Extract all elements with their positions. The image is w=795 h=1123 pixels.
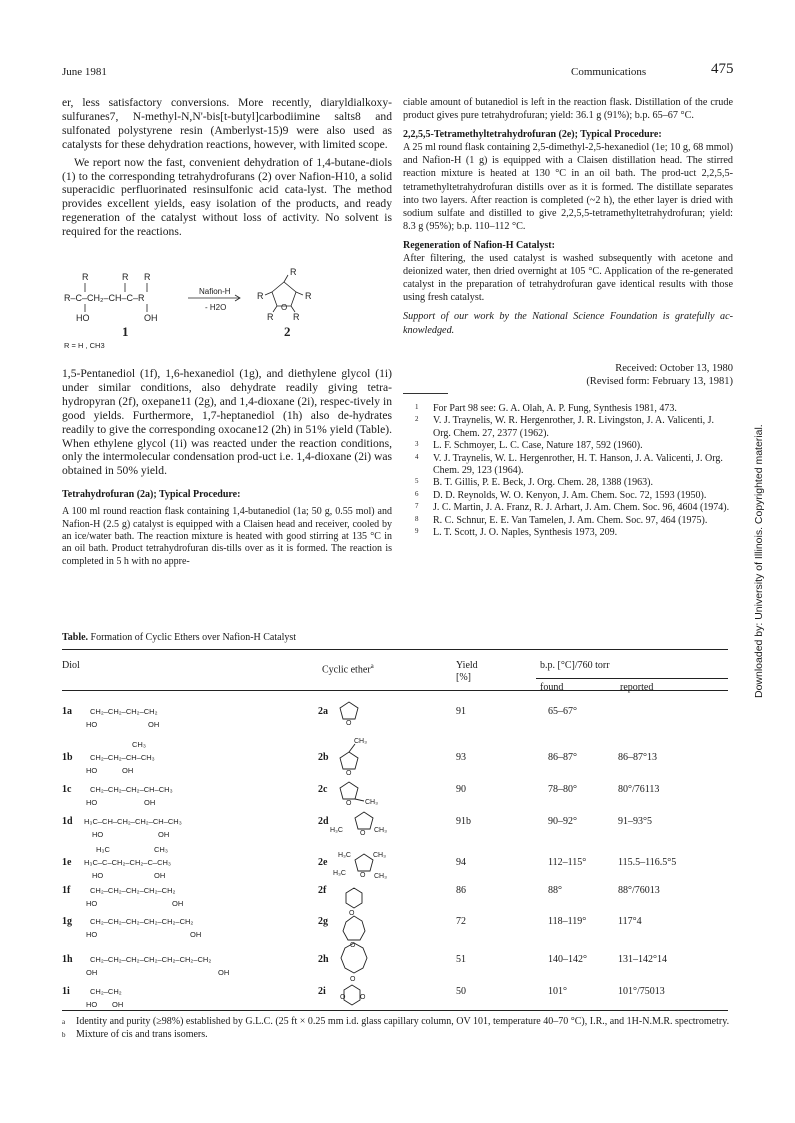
svg-text:CH₃: CH₃	[354, 738, 367, 745]
reference-item	[403, 403, 733, 415]
svg-text:HO: HO	[92, 871, 104, 880]
row-diol-id: 1b	[62, 752, 73, 763]
reference-item	[403, 453, 733, 478]
left-paragraph-1: er, less satisfactory conversions. More recently, diaryldialkoxy-sulfuranes7, N-methyl-N,N'-bis[t-butyl]carbodiimine salts8 and sulfonated polystyrene resin (Amberlyst-15)9 were also used as catalysts for these dehydration reactions, however, with limited scope.	[62, 96, 392, 151]
reference-text: D. D. Reynolds, W. O. Kenyon, J. Am. Chem. Soc. 72, 1593 (1950).	[433, 489, 707, 501]
running-date: June 1981	[62, 66, 107, 78]
row-bp-found: 112–115°	[548, 857, 587, 868]
scheme-condition: - H2O	[205, 303, 227, 312]
scheme-rdef: R = H , CH3	[64, 341, 105, 350]
left-paragraph-2: We report now the fast, convenient dehydration of 1,4-butane-diols (1) to the corresponding tetrahydrofurans (2) over Nafion-H10, a solid superacidic perfluorinated resinsulfonic acid cata-lyst. The method provides excellent yields, easy isolation of the products, and ready regeneration of the catalyst without loss of activity. No solvent is required for the reactions.	[62, 155, 392, 239]
svg-text:HO: HO	[86, 1000, 98, 1009]
received-dates	[403, 362, 733, 388]
refs-divider	[403, 393, 448, 394]
svg-text:OH: OH	[158, 830, 170, 839]
row-bp-reported: 115.5–116.5°5	[618, 857, 677, 868]
row-bp-found: 86–87°	[548, 752, 577, 763]
reference-number: 2	[415, 415, 419, 424]
reference-item	[403, 502, 733, 514]
svg-text:HO: HO	[86, 766, 98, 775]
row-bp-found: 118–119°	[548, 916, 587, 927]
svg-text:OH: OH	[172, 899, 184, 908]
svg-text:O: O	[281, 303, 288, 312]
svg-text:O: O	[350, 976, 356, 983]
row-bp-reported: 88°/76013	[618, 885, 660, 896]
running-section: Communications	[571, 66, 647, 78]
svg-text:OH: OH	[190, 930, 202, 939]
svg-text:HO: HO	[86, 798, 98, 807]
reference-item	[403, 440, 733, 452]
svg-text:HO: HO	[76, 313, 90, 323]
references-list	[403, 403, 733, 539]
row-bp-found: 101°	[548, 986, 567, 997]
col-header-found: found	[540, 682, 564, 693]
row-yield: 51	[456, 954, 466, 965]
svg-text:H₃C–CH–CH₂–CH₂–CH–CH₃: H₃C–CH–CH₂–CH₂–CH–CH₃	[84, 817, 182, 826]
svg-text:CH₃: CH₃	[365, 799, 378, 806]
svg-text:CH₃: CH₃	[132, 740, 146, 749]
procedure-heading-2e: 2,2,5,5-Tetramethyltetrahydrofuran (2e); Typical Procedure:	[403, 129, 662, 141]
row-diol-id: 1d	[62, 816, 73, 827]
reference-text: J. C. Martin, J. A. Franz, R. J. Arhart, J. Am. Chem. Soc. 96, 4604 (1974).	[433, 502, 730, 514]
right-column	[403, 96, 733, 337]
svg-text:O: O	[350, 942, 356, 949]
svg-text:CH₂–CH₂–CH₂–CH₂–CH₂: CH₂–CH₂–CH₂–CH₂–CH₂	[90, 886, 176, 895]
row-bp-found: 90–92°	[548, 816, 577, 827]
svg-text:OH: OH	[144, 313, 158, 323]
download-watermark: Downloaded by: University of Illinois. Copyrighted material.	[753, 424, 765, 698]
left-column	[62, 96, 392, 239]
reference-item	[403, 477, 733, 489]
col-header-diol: Diol	[62, 660, 80, 671]
row-bp-found: 65–67°	[548, 706, 577, 717]
svg-text:OH: OH	[154, 871, 166, 880]
svg-text:OH: OH	[148, 720, 160, 729]
reference-text: V. J. Traynelis, W. R. Hergenrother, J. R. Livingston, J. A. Valicenti, J. Org. Chem. 27, 2377 (1962).	[433, 415, 715, 439]
svg-text:R: R	[293, 312, 300, 322]
svg-text:R: R	[305, 291, 312, 301]
row-yield: 91b	[456, 816, 471, 827]
left-column-2	[62, 367, 392, 568]
svg-text:CH₃: CH₃	[154, 845, 168, 854]
right-paragraph-1: ciable amount of butanediol is left in the reaction flask. Distillation of the crude product gives pure tetrahydrofuran; yield: 36.1 g (91%); b.p. 65–67 °C.	[403, 97, 733, 122]
svg-text:CH₃: CH₃	[374, 873, 387, 880]
svg-text:HO: HO	[86, 899, 98, 908]
table-structures	[62, 700, 462, 1010]
svg-text:H₃C: H₃C	[338, 852, 351, 859]
row-ether-id: 2b	[318, 752, 329, 763]
table-footnote-a: a Identity and purity (≥98%) established by G.L.C. (25 ft × 0.25 mm i.d. glass capillary column, OV 101, temperature 40–70 °C), I.R., and 1H-N.M.R. spectrometry.	[62, 1016, 730, 1027]
svg-text:R: R	[144, 272, 151, 282]
footnote-b-text: Mixture of cis and trans isomers.	[76, 1029, 208, 1041]
row-yield: 86	[456, 885, 466, 896]
row-bp-reported: 80°/76113	[618, 784, 660, 795]
svg-text:R: R	[82, 272, 89, 282]
row-ether-id: 2c	[318, 784, 328, 795]
table-bottom-rule	[62, 1010, 728, 1011]
row-ether-id: 2g	[318, 916, 328, 927]
procedure-text-2a: A 100 ml round reaction flask containing 1,4-butanediol (1a; 50 g, 0.55 mol) and Nafion-H (2.5 g) catalyst is equipped with a Claisen head and receiver, cooled by an ice/water bath. The reaction mixture is heated with good stirring at 135 °C in an oil bath. Product tetrahydrofuran dis-tills over as it is formed. The reaction is completed in 5 h with no appre-	[62, 506, 392, 567]
reference-number: 4	[415, 452, 419, 461]
ether-note: a	[370, 662, 374, 670]
row-bp-reported: 131–142°14	[618, 954, 667, 965]
svg-text:CH₂–CH₂–CH₂–CH₂: CH₂–CH₂–CH₂–CH₂	[90, 707, 158, 716]
svg-text:CH₂–CH₂–CH–CH₃: CH₂–CH₂–CH–CH₃	[90, 753, 155, 762]
table-top-rule	[62, 649, 728, 650]
row-yield: 94	[456, 857, 466, 868]
row-ether-id: 2d	[318, 816, 329, 827]
procedure-heading-2a: Tetrahydrofuran (2a); Typical Procedure:	[62, 489, 241, 501]
svg-text:R: R	[257, 291, 264, 301]
row-ether-id: 2f	[318, 885, 327, 896]
svg-text:H₃C: H₃C	[96, 845, 110, 854]
regeneration-text: After filtering, the used catalyst is washed subsequently with acetone and deionized water, then dried overnight at 105 °C. Application of the re-generated catalyst in the preparation of tetrahydrofuran gave identical results with those using fresh catalyst.	[403, 253, 733, 304]
reference-number: 1	[415, 403, 419, 411]
col-header-ether: Cyclic ether$^a$	[322, 662, 374, 676]
row-yield: 93	[456, 752, 466, 763]
reference-item	[403, 415, 733, 440]
row-yield: 91	[456, 706, 466, 717]
reference-text: L. T. Scott, J. O. Naples, Synthesis 1973, 209.	[433, 527, 618, 539]
svg-text:H₃C–C–CH₂–CH₂–C–CH₃: H₃C–C–CH₂–CH₂–C–CH₃	[84, 858, 171, 867]
svg-text:O: O	[346, 720, 352, 727]
row-diol-id: 1c	[62, 784, 72, 795]
procedure-text-2e: A 25 ml round flask containing 2,5-dimethyl-2,5-hexanediol (1e; 10 g, 68 mmol) and Nafion-H (1 g) is equipped with a Claisen distillation head. The stirred reaction mixture is heated at 130 °C in an oil bath. The prod-uct 2,2,5,5-tetramethyltetrahydrofuran distills over as it is formed. The distillate separates into two layers. After reaction is completed (~2 h), the ether layer is dried with sodium sulfate and distilled to give 2,2,5,5-tetramethyltetrahydrofuran; yield: 8.3 g (95%); b.p. 110–112 °C.	[403, 142, 733, 232]
reference-item	[403, 490, 733, 502]
svg-text:O: O	[360, 994, 366, 1001]
svg-text:CH₂–CH₂–CH₂–CH₂–CH₂–CH₂: CH₂–CH₂–CH₂–CH₂–CH₂–CH₂	[90, 917, 194, 926]
row-diol-id: 1h	[62, 954, 73, 965]
row-bp-reported: 91–93°5	[618, 816, 652, 827]
svg-text:O: O	[360, 872, 366, 879]
row-diol-id: 1g	[62, 916, 72, 927]
svg-text:H₃C: H₃C	[330, 827, 343, 834]
svg-text:HO: HO	[86, 930, 98, 939]
row-bp-reported: 101°/75013	[618, 986, 665, 997]
row-yield: 72	[456, 916, 466, 927]
svg-text:O: O	[349, 910, 355, 917]
row-ether-id: 2h	[318, 954, 329, 965]
svg-text:OH: OH	[144, 798, 156, 807]
reference-number: 9	[415, 527, 419, 536]
svg-text:CH₂–CH₂: CH₂–CH₂	[90, 987, 122, 996]
svg-text:O: O	[360, 830, 366, 837]
svg-text:OH: OH	[86, 968, 98, 977]
reference-text: V. J. Traynelis, W. L. Hergenrother, H. T. Hanson, J. A. Valicenti, J. Org. Chem. 29, 123 (1964).	[433, 452, 723, 477]
svg-text:OH: OH	[112, 1000, 124, 1009]
svg-text:CH₂–CH₂–CH₂–CH₂–CH₂–CH₂–CH₂: CH₂–CH₂–CH₂–CH₂–CH₂–CH₂–CH₂	[90, 955, 212, 964]
row-bp-found: 140–142°	[548, 954, 587, 965]
svg-text:R: R	[290, 268, 297, 277]
row-ether-id: 2a	[318, 706, 328, 717]
page-number: 475	[711, 61, 734, 77]
row-bp-found: 78–80°	[548, 784, 577, 795]
yield-label: Yield	[456, 660, 478, 671]
table-caption-text: Formation of Cyclic Ethers over Nafion-H Catalyst	[90, 632, 297, 643]
reference-text: R. C. Schnur, E. E. Van Tamelen, J. Am. Chem. Soc. 97, 464 (1975).	[433, 514, 708, 526]
row-ether-id: 2i	[318, 986, 326, 997]
reference-text: For Part 98 see: G. A. Olah, A. P. Fung, Synthesis 1981, 473.	[433, 403, 677, 414]
svg-text:CH₃: CH₃	[374, 827, 387, 834]
svg-text:O: O	[346, 770, 352, 777]
table-caption: Table. Formation of Cyclic Ethers over Nafion-H Catalyst	[62, 632, 297, 643]
reference-number: 6	[415, 489, 419, 498]
regeneration-heading: Regeneration of Nafion-H Catalyst:	[403, 239, 555, 251]
row-diol-id: 1e	[62, 857, 72, 868]
row-bp-found: 88°	[548, 885, 562, 896]
reaction-scheme	[62, 268, 392, 352]
bp-subheader-rule	[536, 678, 728, 679]
reference-number: 7	[415, 502, 419, 511]
revised-date: (Revised form: February 13, 1981)	[586, 376, 733, 387]
svg-text:CH₂–CH₂–CH₂–CH–CH₃: CH₂–CH₂–CH₂–CH–CH₃	[90, 785, 173, 794]
svg-text:O: O	[346, 800, 352, 807]
scheme-label-2: 2	[284, 324, 291, 339]
row-bp-reported: 117°4	[618, 916, 642, 927]
reference-text: B. T. Gillis, P. E. Beck, J. Org. Chem. 28, 1388 (1963).	[433, 477, 653, 489]
scheme-reagent: Nafion-H	[199, 287, 231, 296]
svg-text:HO: HO	[86, 720, 98, 729]
received-date: Received: October 13, 1980	[615, 363, 733, 374]
row-yield: 50	[456, 986, 466, 997]
reference-number: 8	[415, 514, 419, 523]
svg-text:CH₃: CH₃	[373, 852, 386, 859]
svg-text:HO: HO	[92, 830, 104, 839]
row-diol-id: 1f	[62, 885, 71, 896]
row-bp-reported: 86–87°13	[618, 752, 657, 763]
svg-text:OH: OH	[218, 968, 230, 977]
svg-text:H₃C: H₃C	[333, 870, 346, 877]
col-header-yield	[456, 660, 478, 684]
reference-number: 3	[415, 440, 419, 449]
left-paragraph-3: 1,5-Pentanediol (1f), 1,6-hexanediol (1g), and diethylene glycol (1i) under similar conditions, also dehydrate readily giving tetra-hydropyran (2f), oxepane11 (2g), and 1,4-dioxane (2i), respec-tively in good yields. Furthermore, 1,7-heptanediol (1h) also de-hydrates readily to give the corresponding oxocane12 (2h) in 51% yield (Table). When ethylene glycol (1i) was reacted under the reaction conditions, only the intermolecular condensation prod-uct i.e. 1,4-dioxane (2i) was obtained in 50% yield.	[62, 367, 392, 478]
row-diol-id: 1i	[62, 986, 70, 997]
row-ether-id: 2e	[318, 857, 328, 868]
col-header-reported: reported	[620, 682, 654, 693]
footnote-a-text: Identity and purity (≥98%) established by G.L.C. (25 ft × 0.25 mm i.d. glass capillary column, OV 101, temperature 40–70 °C), I.R., and 1H-N.M.R. spectrometry.	[76, 1016, 730, 1027]
svg-text:OH: OH	[122, 766, 134, 775]
svg-text:R–C–CH₂–CH–C–R: R–C–CH₂–CH–C–R	[64, 293, 145, 303]
svg-text:R: R	[267, 312, 274, 322]
reference-item	[403, 527, 733, 539]
acknowledgment: Support of our work by the National Science Foundation is gratefully ac-knowledged.	[403, 311, 733, 336]
row-diol-id: 1a	[62, 706, 72, 717]
svg-text:O: O	[340, 994, 346, 1001]
table-footnotes	[62, 1016, 742, 1042]
col-header-bp: b.p. [°C]/760 torr	[540, 660, 610, 671]
scheme-label-1: 1	[122, 324, 129, 339]
reference-number: 5	[415, 477, 419, 486]
table-footnote-b: b Mixture of cis and trans isomers.	[62, 1029, 208, 1041]
svg-text:R: R	[122, 272, 129, 282]
row-yield: 90	[456, 784, 466, 795]
reference-text: L. F. Schmoyer, L. C. Case, Nature 187, 592 (1960).	[433, 440, 643, 452]
yield-unit: [%]	[456, 672, 471, 683]
reference-item	[403, 515, 733, 527]
